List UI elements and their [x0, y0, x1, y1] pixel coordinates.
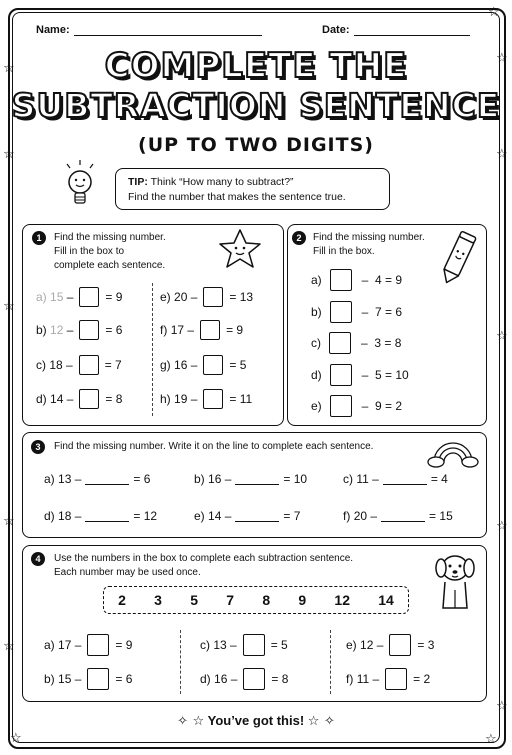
answer-box[interactable] — [87, 668, 109, 690]
section-1-divider — [152, 283, 153, 416]
instruction-line: Find the missing number. — [313, 232, 425, 243]
problem-3e — [194, 509, 300, 523]
title-line-1: COMPLETE THE — [104, 46, 408, 86]
section-3-instruction: Find the missing number. Write it on the line to complete each sentence. — [54, 441, 374, 452]
number-bank — [103, 586, 409, 614]
problem-label: d) — [36, 392, 47, 406]
answer-box[interactable] — [203, 287, 223, 307]
problem-end: = 2 — [413, 672, 431, 686]
problem-start: 15 — [50, 290, 64, 304]
instruction-line: Find the missing number. — [54, 232, 166, 243]
problem-1e: e) 20 – = 13 — [160, 287, 253, 307]
tip-box — [115, 168, 390, 210]
problem-label: e) — [160, 290, 171, 304]
problem-label: a) — [311, 273, 322, 287]
footer-text: You’ve got this! — [207, 713, 305, 728]
problem-3f — [343, 509, 453, 523]
answer-box[interactable] — [243, 668, 265, 690]
section-2-number: 2 — [292, 231, 306, 245]
problem-start: 15 – — [58, 672, 82, 686]
star-icon: ☆ — [496, 699, 508, 714]
star-icon: ☆ — [496, 519, 508, 534]
instruction-line: Each number may be used once. — [54, 567, 201, 578]
problem-end: – 9 = 2 — [361, 399, 403, 413]
tip-line-1: Think “How many to subtract?” — [150, 176, 294, 188]
problem-label: c) — [311, 336, 321, 350]
footer — [0, 713, 512, 729]
answer-line[interactable] — [383, 474, 427, 485]
problem-start: 11 – — [356, 672, 380, 686]
problem-label: c) — [36, 358, 46, 372]
problem-label: c) — [343, 472, 353, 486]
problem-end: = 3 — [417, 638, 435, 652]
problem-2d — [311, 364, 409, 386]
answer-box[interactable] — [389, 634, 411, 656]
problem-start: 17 – — [58, 638, 82, 652]
problem-end: = 10 — [283, 472, 308, 486]
problem-1b: b) 12 – = 6 — [36, 320, 122, 340]
answer-line[interactable] — [235, 511, 279, 522]
problem-start: 14 — [50, 392, 64, 406]
title-line-2: SUBTRACTION SENTENCE — [11, 86, 501, 125]
problem-4a — [44, 634, 132, 656]
problem-start: 20 — [174, 290, 188, 304]
problem-4b — [44, 668, 132, 690]
problem-4f — [346, 668, 430, 690]
answer-box[interactable] — [79, 389, 99, 409]
lightbulb-icon — [64, 160, 100, 210]
section-4-divider — [180, 630, 181, 694]
problem-label: d) — [44, 509, 55, 523]
problem-1f: f) 17 – = 9 — [160, 320, 243, 340]
problem-end: = 13 — [229, 290, 254, 304]
problem-label: a) — [44, 472, 55, 486]
problem-end: = 4 — [430, 472, 448, 486]
problem-1a: a) 15 – = 9 — [36, 287, 122, 307]
date-field[interactable] — [322, 24, 470, 36]
problem-4e — [346, 634, 434, 656]
bank-number[interactable]: 3 — [154, 592, 162, 608]
problem-label: b) — [44, 672, 55, 686]
problem-end: = 7 — [283, 509, 301, 523]
section-4-instructions — [54, 552, 353, 580]
problem-label: b) — [311, 305, 322, 319]
problem-2e — [311, 395, 402, 417]
problem-3b — [194, 472, 307, 486]
problem-label: f) — [346, 672, 354, 686]
answer-line[interactable] — [235, 474, 279, 485]
problem-label: b) — [194, 472, 205, 486]
problem-end: = 8 — [271, 672, 289, 686]
name-line[interactable] — [74, 25, 262, 36]
problem-label: e) — [194, 509, 205, 523]
section-3-number: 3 — [31, 440, 45, 454]
answer-box[interactable] — [243, 634, 265, 656]
problem-label: h) — [160, 392, 171, 406]
problem-start: 18 – — [58, 509, 82, 523]
problem-end: = 6 — [105, 323, 123, 337]
section-4-divider — [330, 630, 331, 694]
instruction-line: Use the numbers in the box to complete each subtraction sentence. — [54, 553, 354, 564]
problem-1d: d) 14 – = 8 — [36, 389, 122, 409]
problem-label: f) — [343, 509, 351, 523]
bank-number[interactable]: 12 — [334, 592, 350, 608]
answer-box[interactable] — [330, 301, 352, 323]
problem-end: = 12 — [133, 509, 158, 523]
problem-label: c) — [200, 638, 210, 652]
star-icon: ☆ — [3, 147, 15, 162]
star-icon: ☆ — [3, 639, 15, 654]
answer-box[interactable] — [79, 287, 99, 307]
subtitle: (UP TO TWO DIGITS) — [138, 134, 374, 156]
problem-end: – 7 = 6 — [361, 305, 403, 319]
problem-label: d) — [200, 672, 211, 686]
problem-end: = 15 — [429, 509, 453, 523]
problem-end: = 9 — [226, 323, 244, 337]
problem-4c — [200, 634, 288, 656]
tip-line-2: Find the number that makes the sentence true. — [128, 191, 346, 203]
bank-number[interactable]: 14 — [378, 592, 394, 608]
star-icon: ☆ — [496, 51, 508, 66]
star-icon: ☆ — [488, 5, 500, 20]
sparkle-icon: ✧ ☆ — [177, 714, 205, 729]
tip-label: TIP: — [128, 176, 148, 188]
section-4-number: 4 — [31, 552, 45, 566]
bank-number[interactable]: 9 — [298, 592, 307, 608]
answer-box[interactable] — [385, 668, 407, 690]
bank-number[interactable]: 2 — [118, 592, 126, 608]
problem-label: g) — [160, 358, 171, 372]
answer-box[interactable] — [200, 320, 220, 340]
problem-start: 13 – — [58, 472, 82, 486]
bank-number[interactable]: 7 — [226, 592, 235, 608]
rainbow-icon — [428, 438, 478, 468]
problem-2c — [311, 332, 401, 354]
instruction-line: Fill in the box. — [313, 246, 375, 257]
problem-end: = 5 — [229, 358, 247, 372]
problem-4d — [200, 668, 288, 690]
bank-number[interactable]: 5 — [190, 592, 199, 608]
problem-end: – 3 = 8 — [361, 336, 402, 350]
problem-label: d) — [311, 368, 322, 382]
instruction-line: Fill in the box to — [54, 246, 125, 257]
problem-start: 11 – — [356, 472, 379, 486]
puppy-icon — [432, 550, 478, 612]
section-1-number: 1 — [32, 231, 46, 245]
problem-start: 16 — [174, 358, 188, 372]
name-label: Name: — [36, 24, 70, 36]
answer-line[interactable] — [85, 474, 129, 485]
star-icon: ☆ — [3, 514, 15, 529]
star-icon: ☆ — [496, 147, 508, 162]
problem-2a — [311, 269, 402, 291]
problem-end: = 8 — [105, 392, 123, 406]
problem-end: = 6 — [115, 672, 133, 686]
star-icon: ☆ — [496, 329, 508, 344]
answer-box[interactable] — [87, 634, 109, 656]
problem-start: 18 — [49, 358, 63, 372]
star-icon: ☆ — [485, 732, 497, 747]
answer-box[interactable] — [203, 389, 223, 409]
answer-box[interactable] — [79, 320, 99, 340]
problem-1c: c) 18 – = 7 — [36, 355, 122, 375]
problem-end: = 6 — [133, 472, 151, 486]
problem-start: 12 – — [360, 638, 384, 652]
problem-label: e) — [346, 638, 357, 652]
problem-3d — [44, 509, 157, 523]
bank-number[interactable]: 8 — [262, 592, 271, 608]
answer-box[interactable] — [330, 395, 352, 417]
section-1-instructions — [54, 231, 166, 273]
star-icon: ☆ — [10, 731, 22, 746]
answer-box[interactable] — [330, 364, 352, 386]
answer-box[interactable] — [203, 355, 223, 375]
problem-label: a) — [36, 290, 47, 304]
pencil-icon — [438, 230, 478, 286]
answer-line[interactable] — [85, 511, 129, 522]
sparkle-icon: ☆ ✧ — [307, 714, 335, 729]
problem-start: 16 – — [208, 472, 232, 486]
problem-label: f) — [160, 323, 168, 337]
problem-start: 20 – — [353, 509, 378, 523]
answer-line[interactable] — [381, 511, 425, 522]
problem-start: 19 — [174, 392, 188, 406]
answer-box[interactable] — [330, 269, 352, 291]
problem-3c — [343, 472, 448, 486]
problem-end: = 11 — [229, 392, 253, 406]
problem-label: a) — [44, 638, 55, 652]
problem-start: 14 – — [208, 509, 232, 523]
date-line[interactable] — [354, 25, 470, 36]
problem-end: – 4 = 9 — [361, 273, 403, 287]
problem-start: 16 – — [214, 672, 238, 686]
problem-label: b) — [36, 323, 47, 337]
problem-1h: h) 19 – = 11 — [160, 389, 252, 409]
date-label: Date: — [322, 24, 350, 36]
answer-box[interactable] — [329, 332, 351, 354]
star-icon: ☆ — [3, 61, 15, 76]
problem-end: – 5 = 10 — [361, 368, 409, 382]
problem-end: = 9 — [115, 638, 133, 652]
problem-3a — [44, 472, 150, 486]
star-icon: ☆ — [3, 299, 15, 314]
problem-start: 13 – — [213, 638, 237, 652]
problem-end: = 7 — [104, 358, 122, 372]
problem-end: = 5 — [270, 638, 288, 652]
answer-box[interactable] — [79, 355, 99, 375]
problem-end: = 9 — [105, 290, 123, 304]
problem-1g: g) 16 – = 5 — [160, 355, 246, 375]
problem-2b — [311, 301, 402, 323]
name-field[interactable] — [36, 24, 262, 36]
problem-start: 12 — [50, 323, 64, 337]
problem-start: 17 — [170, 323, 185, 337]
section-2-instructions — [313, 231, 425, 259]
problem-label: e) — [311, 399, 322, 413]
star-character-icon — [218, 228, 262, 270]
instruction-line: complete each sentence. — [54, 260, 166, 271]
